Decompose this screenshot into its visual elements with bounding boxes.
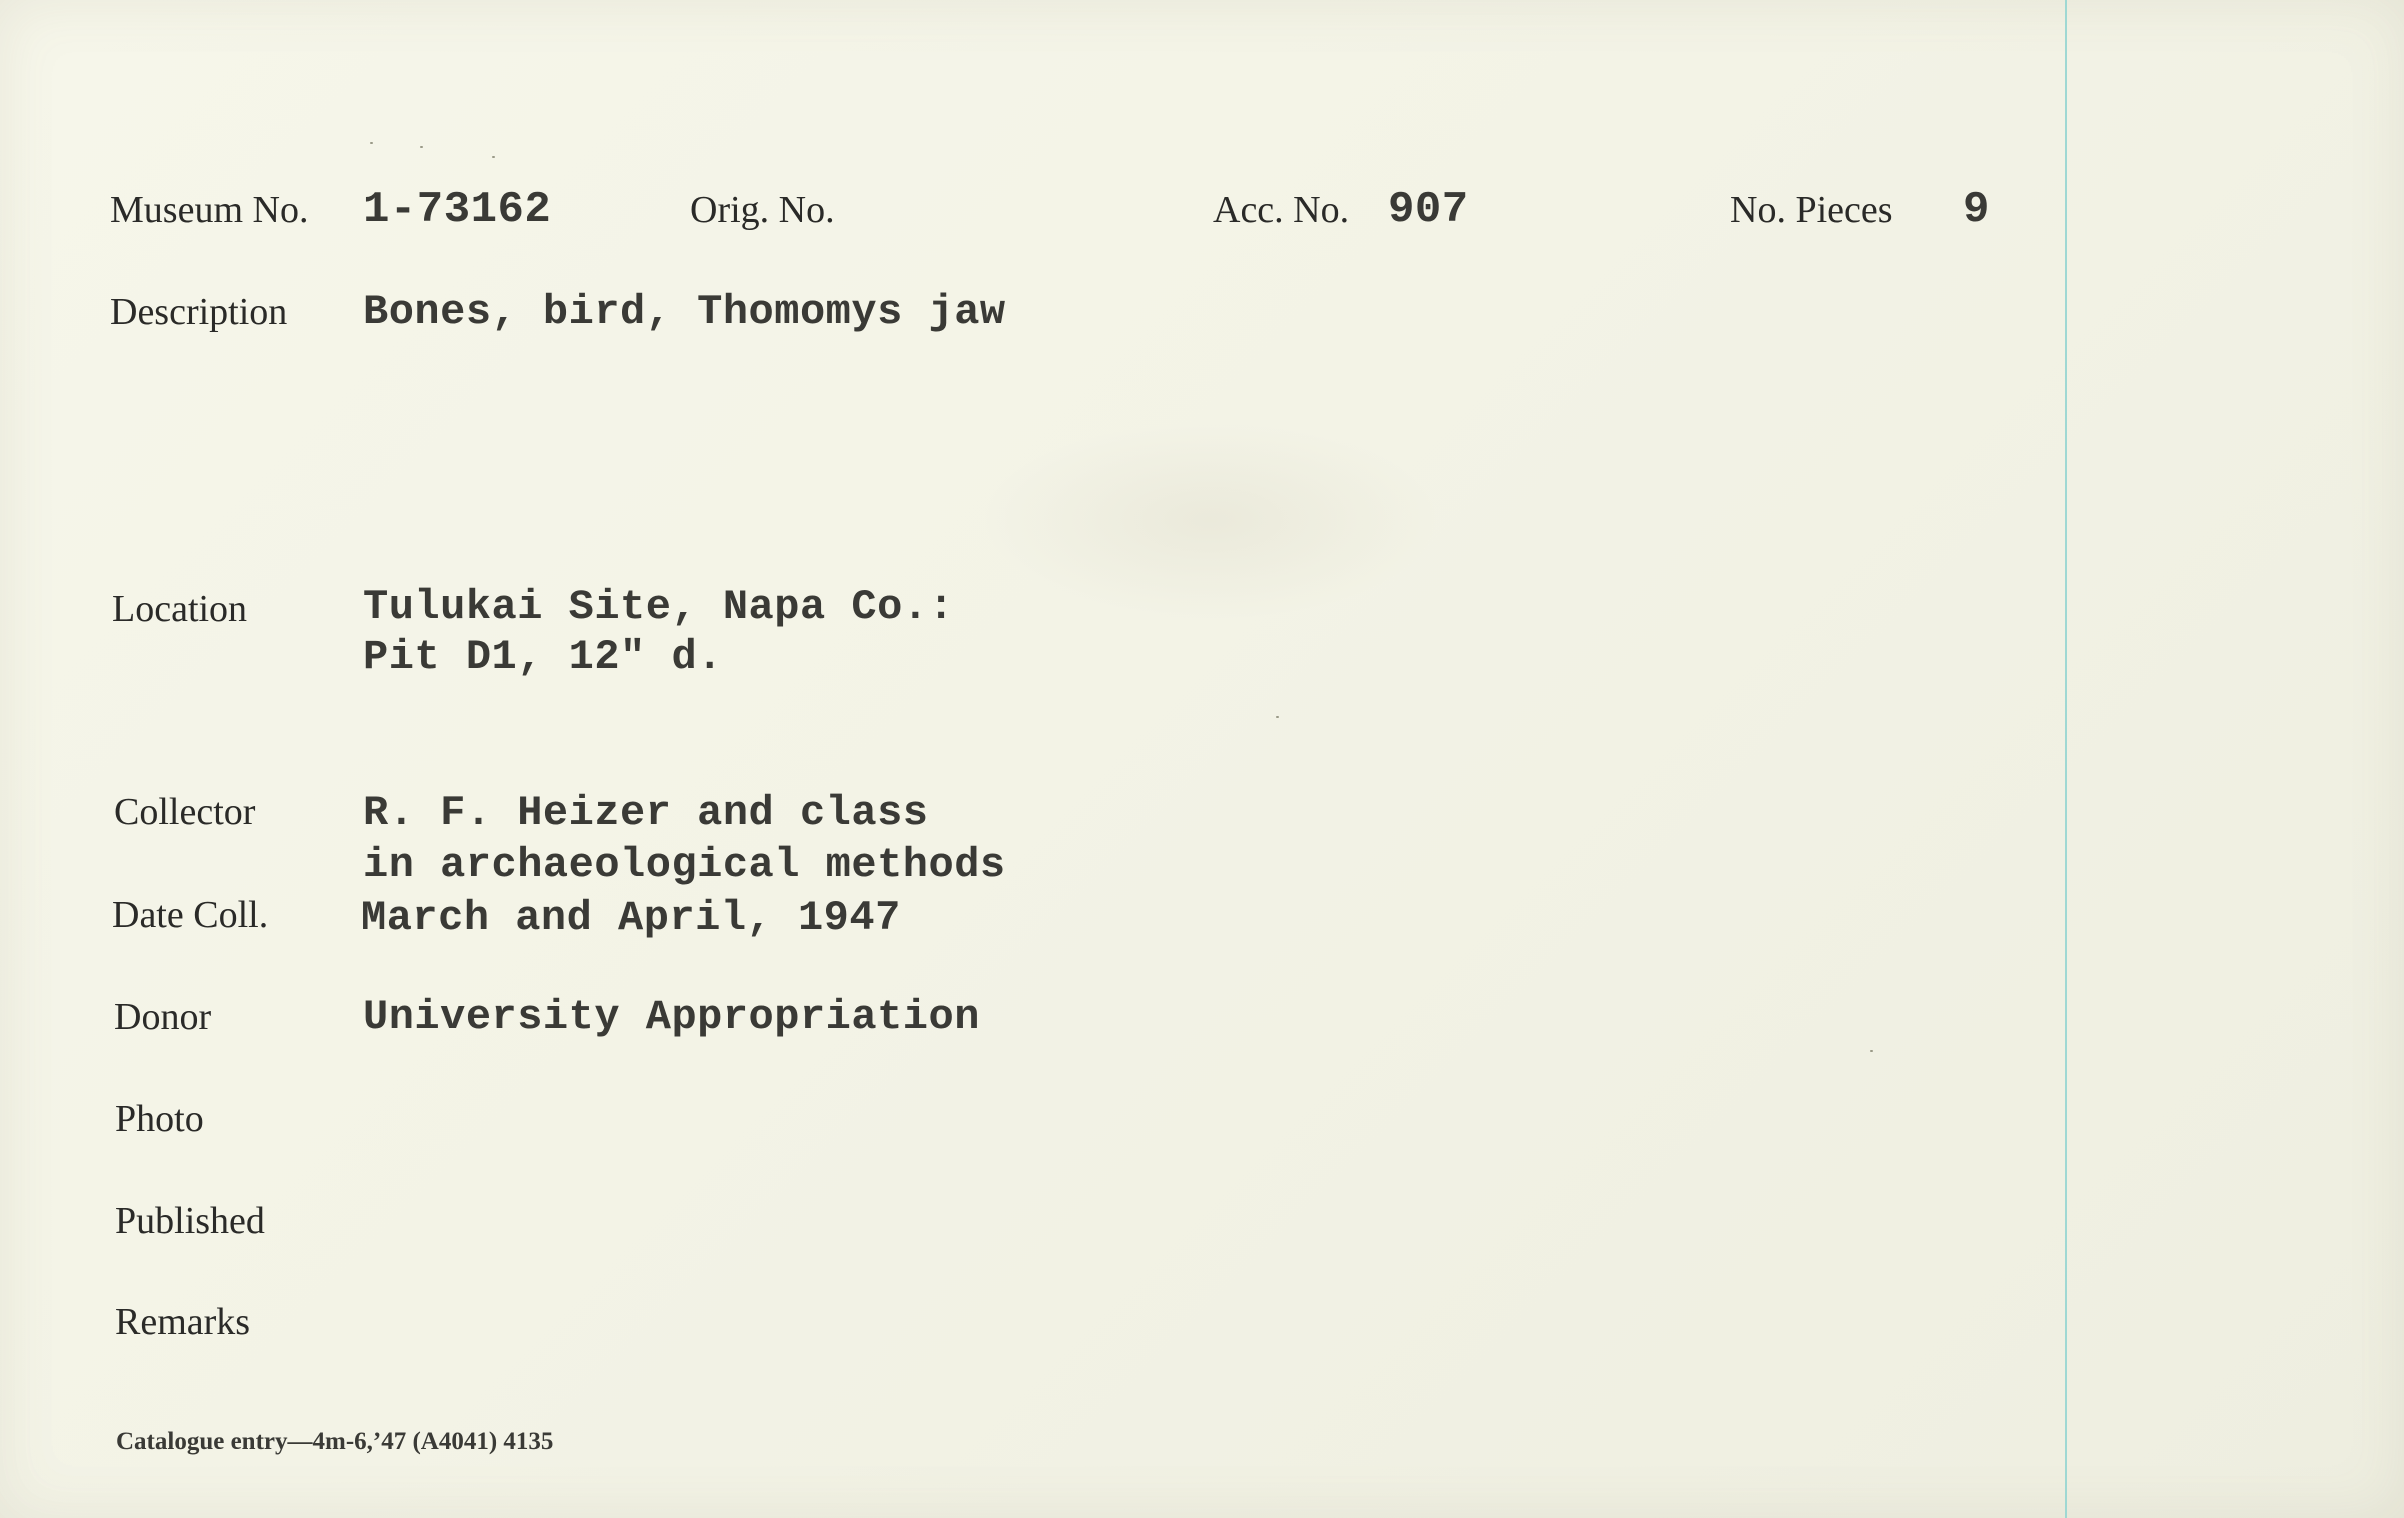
paper-speck xyxy=(370,142,373,144)
paper-speck xyxy=(1870,1050,1873,1052)
museum-no-value: 1-73162 xyxy=(363,185,552,235)
paper-speck xyxy=(1276,716,1279,718)
paper-speck xyxy=(420,146,423,148)
museum-no-label: Museum No. xyxy=(110,189,309,231)
collector-line-2: in archaeological methods xyxy=(363,841,1006,889)
date-coll-label: Date Coll. xyxy=(112,894,269,936)
collector-line-1: R. F. Heizer and class xyxy=(363,789,929,837)
location-line-1: Tulukai Site, Napa Co.: xyxy=(363,583,955,631)
date-coll-value: March and April, 1947 xyxy=(361,894,901,942)
margin-rule xyxy=(2065,0,2067,1518)
description-value: Bones, bird, Thomomys jaw xyxy=(363,288,1006,336)
collector-label: Collector xyxy=(114,791,256,833)
remarks-label: Remarks xyxy=(115,1301,251,1343)
donor-label: Donor xyxy=(114,996,212,1038)
paper-stain xyxy=(980,420,1440,620)
donor-value: University Appropriation xyxy=(363,993,980,1041)
acc-no-label: Acc. No. xyxy=(1213,189,1350,231)
location-label: Location xyxy=(112,588,248,630)
published-label: Published xyxy=(115,1200,265,1242)
no-pieces-value: 9 xyxy=(1963,185,1990,235)
catalogue-entry-footer: Catalogue entry—4m-6,’47 (A4041) 4135 xyxy=(116,1428,554,1455)
orig-no-label: Orig. No. xyxy=(690,189,835,231)
paper-speck xyxy=(492,156,495,158)
description-label: Description xyxy=(110,291,288,333)
acc-no-value: 907 xyxy=(1388,185,1469,235)
no-pieces-label: No. Pieces xyxy=(1730,189,1893,231)
photo-label: Photo xyxy=(115,1098,204,1140)
location-line-2: Pit D1, 12" d. xyxy=(363,633,723,681)
